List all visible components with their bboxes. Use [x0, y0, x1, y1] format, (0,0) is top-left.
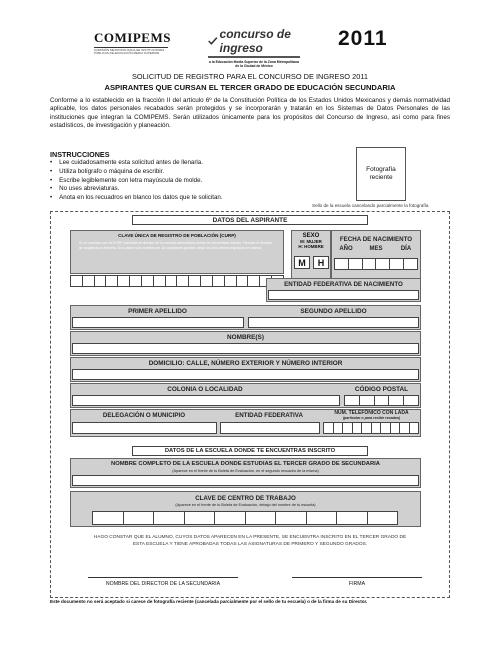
- entidad-nac-label: ENTIDAD FEDERATIVA DE NACIMIENTO: [284, 281, 403, 288]
- curp-input[interactable]: [70, 275, 284, 287]
- telefono-label: NÚM. TELEFÓNICO CON LADA: [334, 410, 409, 416]
- clave-ct-label: CLAVE DE CENTRO DE TRABAJO: [195, 495, 296, 502]
- domicilio-label: DOMICILIO: CALLE, NÚMERO EXTERIOR Y NÚMERO INTERIOR: [148, 360, 343, 367]
- director-signature-line[interactable]: [88, 577, 238, 578]
- segundo-apellido-input[interactable]: [248, 317, 419, 328]
- sexo-option-h: H: HOMBRE: [298, 244, 324, 250]
- footnote: Este documento no será aceptado si carece de fotografía reciente (cancelada parcialmente por el sello de tu escuela) o de la firma de su Director.: [50, 599, 368, 604]
- fecha-label: FECHA DE NACIMIENTO: [339, 236, 413, 243]
- escuela-nombre-input[interactable]: [72, 475, 419, 486]
- entidad-label: ENTIDAD FEDERATIVA: [235, 412, 303, 419]
- instructions-list: [50, 159, 310, 203]
- photo-label: reciente: [369, 174, 393, 181]
- cp-input[interactable]: [344, 395, 419, 406]
- form-subtitle: ASPIRANTES QUE CURSAN EL TERCER GRADO DE EDUCACIÓN SECUNDARIA: [104, 83, 396, 92]
- director-label: NOMBRE DEL DIRECTOR DE LA SECUNDARIA: [105, 581, 221, 587]
- firma-label: FIRMA: [348, 581, 366, 587]
- sexo-option-m: M: MUJER: [300, 239, 322, 244]
- primer-apellido-input[interactable]: [72, 317, 244, 328]
- photo-label: Fotografía: [366, 166, 396, 173]
- sexo-h-checkbox[interactable]: H: [313, 256, 329, 269]
- fecha-input[interactable]: [334, 258, 418, 270]
- comipems-logo: [94, 30, 171, 55]
- colonia-input[interactable]: [72, 395, 340, 406]
- entidad-nac-input[interactable]: [268, 290, 419, 300]
- concurso-logo-text: concurso de ingreso: [219, 27, 291, 55]
- instruction-item: • Lee cuidadosamente esta solicitud antes de llenarla.: [50, 159, 310, 168]
- telefono-input[interactable]: [323, 422, 419, 434]
- year-label: 2011: [338, 27, 388, 50]
- dia-label: DÍA: [400, 246, 412, 252]
- firma-signature-line[interactable]: [292, 577, 422, 578]
- instruction-item: • No uses abreviaturas.: [50, 185, 310, 194]
- cp-label: CÓDIGO POSTAL: [354, 386, 409, 393]
- nombres-label: NOMBRE(S): [227, 334, 264, 341]
- colonia-label: COLONIA O LOCALIDAD: [167, 386, 243, 393]
- clave-ct-input[interactable]: [92, 511, 398, 525]
- instruction-item: • Utiliza bolígrafo o máquina de escribir.: [50, 168, 310, 177]
- anio-label: AÑO: [339, 246, 353, 252]
- privacy-paragraph: Conforme a lo establecido en la fracción II del artículo 6º de la Constitución Política de los Estados Unidos Mexicanos y demás normatividad aplicable, los datos personales recabados serán protegidos y se incorporarán y tratarán en los Sistemas de Datos Personales de las instituciones que integran la COMIPEMS. Serán utilizados únicamente para los propósitos del Concurso de Ingreso, así como para fines estadísticos, de investigación y planeación.: [50, 97, 450, 130]
- certificacion-text: HAGO CONSTAR QUE EL ALUMNO, CUYOS DATOS APARECEN EN LA PRESENTE, SE ENCUENTRA INSCRITO EN EL TERCER GRADO DE ESTA ESCUELA Y TIENE APROBADAS TODAS LAS ASIGNATURAS DE PRIMERO Y SEGUNDO GRADOS.: [93, 535, 407, 547]
- segundo-apellido-label: SEGUNDO APELLIDO: [300, 308, 367, 315]
- entidad-input[interactable]: [220, 422, 320, 434]
- mes-label: MES: [369, 246, 383, 252]
- instruction-item: • Escribe legiblemente con letra mayúscula de molde.: [50, 177, 310, 186]
- photo-box[interactable]: [356, 147, 406, 201]
- instruction-item: • Anota en los recuadros en blanco los datos que te solicitan.: [50, 194, 310, 203]
- escuela-nombre-sublabel: (Aparece en el frente de tu Boleta de Evaluación, en el segundo recuadro de la misma): [172, 469, 319, 473]
- primer-apellido-label: PRIMER APELLIDO: [128, 308, 187, 315]
- concurso-logo: [208, 27, 300, 68]
- comipems-logo-text: COMIPEMS: [94, 30, 171, 45]
- delegacion-label: DELEGACIÓN O MUNICIPIO: [102, 412, 186, 419]
- escuela-nombre-label: NOMBRE COMPLETO DE LA ESCUELA DONDE ESTUDIAS EL TERCER GRADO DE SECUNDARIA: [111, 461, 380, 467]
- checkmark-icon: [208, 35, 218, 47]
- instructions-title: INSTRUCCIONES: [50, 150, 110, 159]
- curp-title: CLAVE ÚNICA DE REGISTRO DE POBLACIÓN (CURP): [118, 233, 236, 238]
- sexo-m-checkbox[interactable]: M: [294, 256, 310, 269]
- form-title: SOLICITUD DE REGISTRO PARA EL CONCURSO DE INGRESO 2011: [131, 72, 368, 81]
- telefono-sublabel: (particular o para recibir recados): [342, 416, 401, 420]
- comipems-logo-subtext: COMISIÓN METROPOLITANA DE INSTITUCIONES PÚBLICAS DE EDUCACIÓN MEDIA SUPERIOR: [94, 48, 165, 55]
- concurso-logo-subtext: a la Educación Media Superior de la Zona Metropolitana de la Ciudad de México: [208, 60, 300, 68]
- seal-note: Sello de la escuela cancelando parcialmente la fotografía: [312, 203, 429, 208]
- curp-help: Sí no cuentas con la CURP solicítala al director de la escuela secundaria donde te encuentras inscrito. Realiza el llenado de izquierda a derecha. Si tu clave sólo cuenta con 16 caracteres puedes dejar los dos últimos espacios en blanco.: [79, 241, 272, 250]
- aspirante-header: DATOS DEL ASPIRANTE: [132, 215, 368, 225]
- clave-ct-sublabel: (Aparece en el frente de tu Boleta de Evaluación, debajo del nombre de tu escuela): [175, 503, 316, 507]
- domicilio-input[interactable]: [72, 369, 419, 380]
- sexo-label: SEXO: [302, 233, 320, 239]
- nombres-input[interactable]: [72, 343, 419, 354]
- escuela-header: DATOS DE LA ESCUELA DONDE TE ENCUENTRAS INSCRITO: [132, 446, 368, 456]
- delegacion-input[interactable]: [72, 422, 217, 434]
- curp-block: [70, 230, 284, 274]
